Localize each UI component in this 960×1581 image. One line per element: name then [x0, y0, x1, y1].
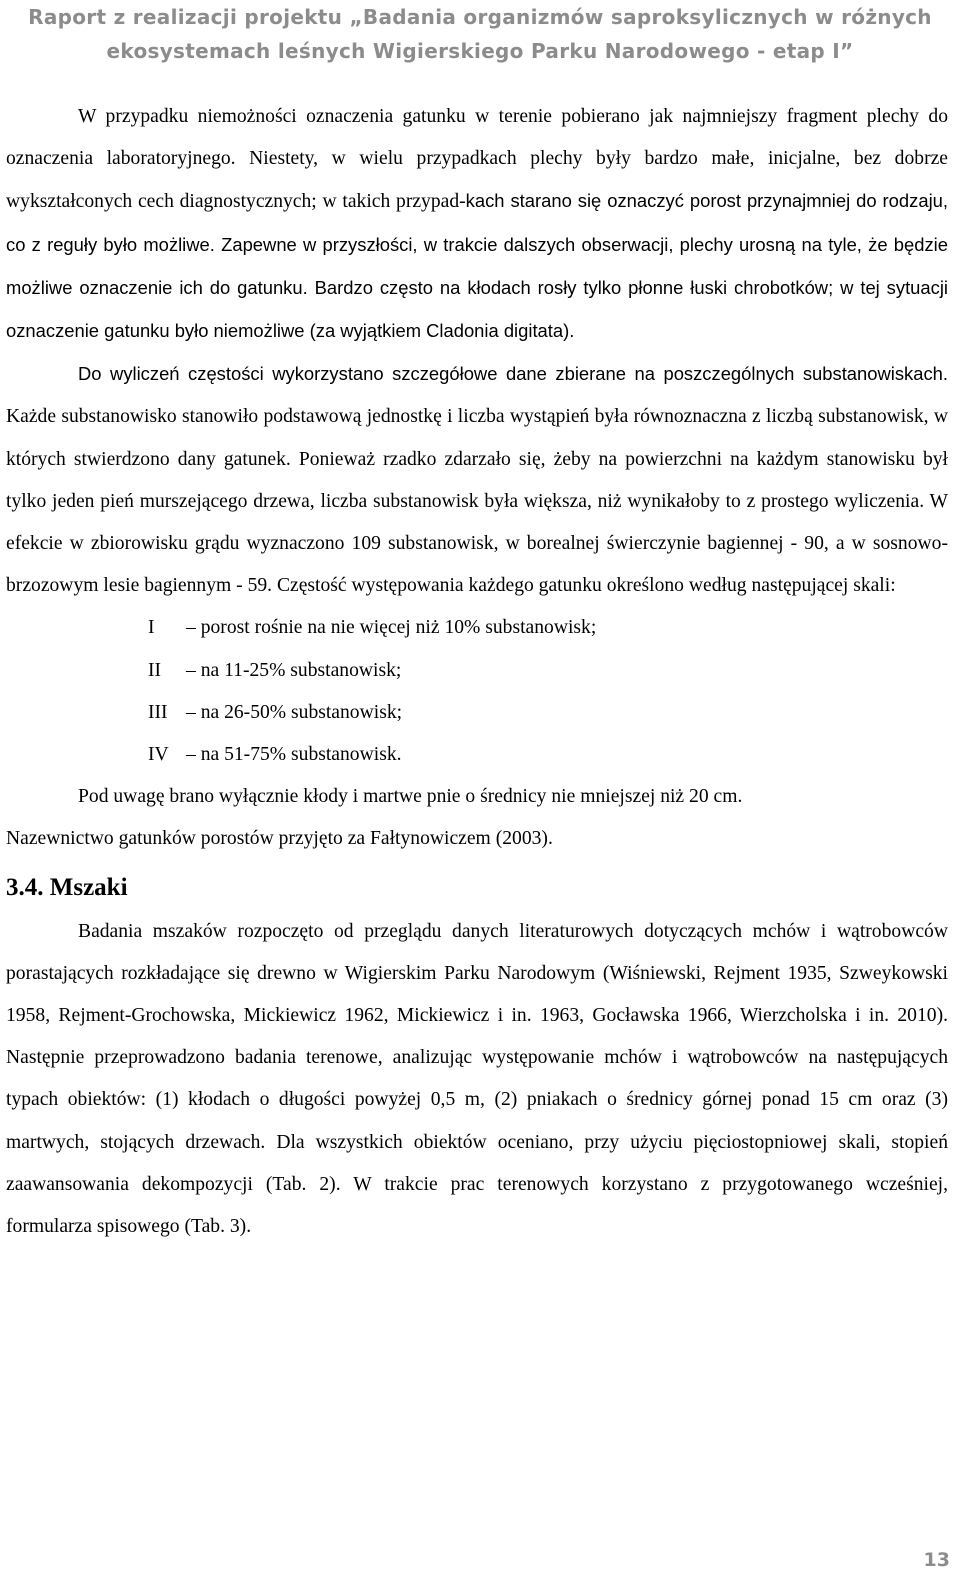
page-header — [0, 0, 960, 72]
paragraph-text-sans: kach starano się oznaczyć porost przynajmniej do rodzaju, co z reguły było możliwe. Zapewne w przyszłości, w trakcie dalszych obserwacji, plechy urosną na tyle, że będzie możliwe oznaczenie ich do gatunku. — [6, 190, 948, 298]
frequency-scale-list — [148, 607, 948, 776]
paragraph-frequency-calculation — [6, 353, 948, 607]
scale-code: II — [148, 659, 162, 681]
paragraph-diameter-criterion: Pod uwagę brano wyłącznie kłody i martwe pnie o średnicy nie mniejszej niż 20 cm. — [78, 786, 743, 808]
scale-text: – na 26-50% substanowisk; — [186, 701, 403, 723]
scale-code: IV — [148, 744, 169, 766]
scale-item — [148, 650, 948, 692]
paragraph-text: W przypadku niemożności oznaczenia gatunku w terenie pobierano jak najmniejszy fragment plechy do oznaczenia laboratoryjnego. Niestety, w wielu przypadkach plechy były bardzo małe, inicjalne, bez dobrze wykształconych cech diagnostycznych; w takich przypad- — [6, 106, 948, 213]
scale-text: – na 11-25% substanowisk; — [186, 659, 402, 681]
section-heading-mszaki: 3.4. Mszaki — [6, 873, 128, 901]
header-title-line-1: Raport z realizacji projektu „Badania organizmów saproksylicznych w różnych — [28, 5, 932, 29]
paragraph-bryophyte-methods: Badania mszaków rozpoczęto od przeglądu danych literaturowych dotyczących mchów i wątrobowców porastających rozkładające się drewno w Wigierskim Parku Narodowym (Wiśniewski, Rejment 1935, Szweykowski 1958, Rejment-Grochowska, Mickiewicz 1962, Mickiewicz i in. 1963, Gocławska 1966, Wierzcholska i in. 2010). Następnie przeprowadzono badania terenowe, analizując występowanie mchów i wątrobowców na następujących typach obiektów: (1) kłodach o długości powyżej 0,5 m, (2) pniakach o średnicy górnej ponad 15 cm oraz (3) martwych, stojących drzewach. Dla wszystkich obiektów oceniano, przy użyciu pięciostopniowej skali, stopień zaawansowania dekompozycji (Tab. 2). W trakcie prac terenowych korzystano z przygotowanego wcześniej, formularza spisowego (Tab. 3). — [6, 920, 948, 1238]
scale-item — [148, 692, 948, 734]
scale-text: – na 51-75% substanowisk. — [186, 744, 402, 766]
header-title-line-2: ekosystemach leśnych Wigierskiego Parku Narodowego - etap I” — [106, 39, 854, 63]
scale-code: I — [148, 617, 155, 639]
scale-item — [148, 734, 948, 776]
scale-item — [148, 607, 948, 649]
paragraph-text-sans: Do wyliczeń częstości wykorzystano szczegółowe dane zbierane na poszczególnych substanowiskach. — [78, 363, 948, 385]
page-number: 13 — [923, 1549, 950, 1571]
scale-text: – porost rośnie na nie więcej niż 10% substanowisk; — [186, 617, 597, 639]
paragraph-lab-identification — [6, 96, 948, 353]
paragraph-nomenclature: Nazewnictwo gatunków porostów przyjęto za Fałtynowiczem (2003). — [6, 828, 553, 850]
paragraph-text: Każde substanowisko stanowiło podstawową jednostkę i liczba wystąpień była równoznaczna z liczbą substanowisk, w których stwierdzono dany gatunek. Ponieważ rzadko zdarzało się, żeby na powierzchni na każdym stanowisku był tylko jeden pień murszejącego drzewa, liczba substanowisk była większa, niż wynikałoby to z prostego wyliczenia. W efekcie w zbiorowisku grądu wyznaczono 109 substanowisk, w borealnej świerczynie bagiennej - 90, a w sosnowo-brzozowym lesie bagiennym - 59. Częstość występowania każdego gatunku określono według następującej skali: — [6, 406, 948, 597]
scale-code: III — [148, 701, 168, 723]
document-body — [6, 96, 948, 1248]
paragraph-text-sans: Bardzo często na kłodach rosły tylko płonne łuski chrobotków; w tej sytuacji oznaczenie gatunku było niemożliwe (za wyjątkiem Cladonia digitata). — [6, 276, 949, 342]
